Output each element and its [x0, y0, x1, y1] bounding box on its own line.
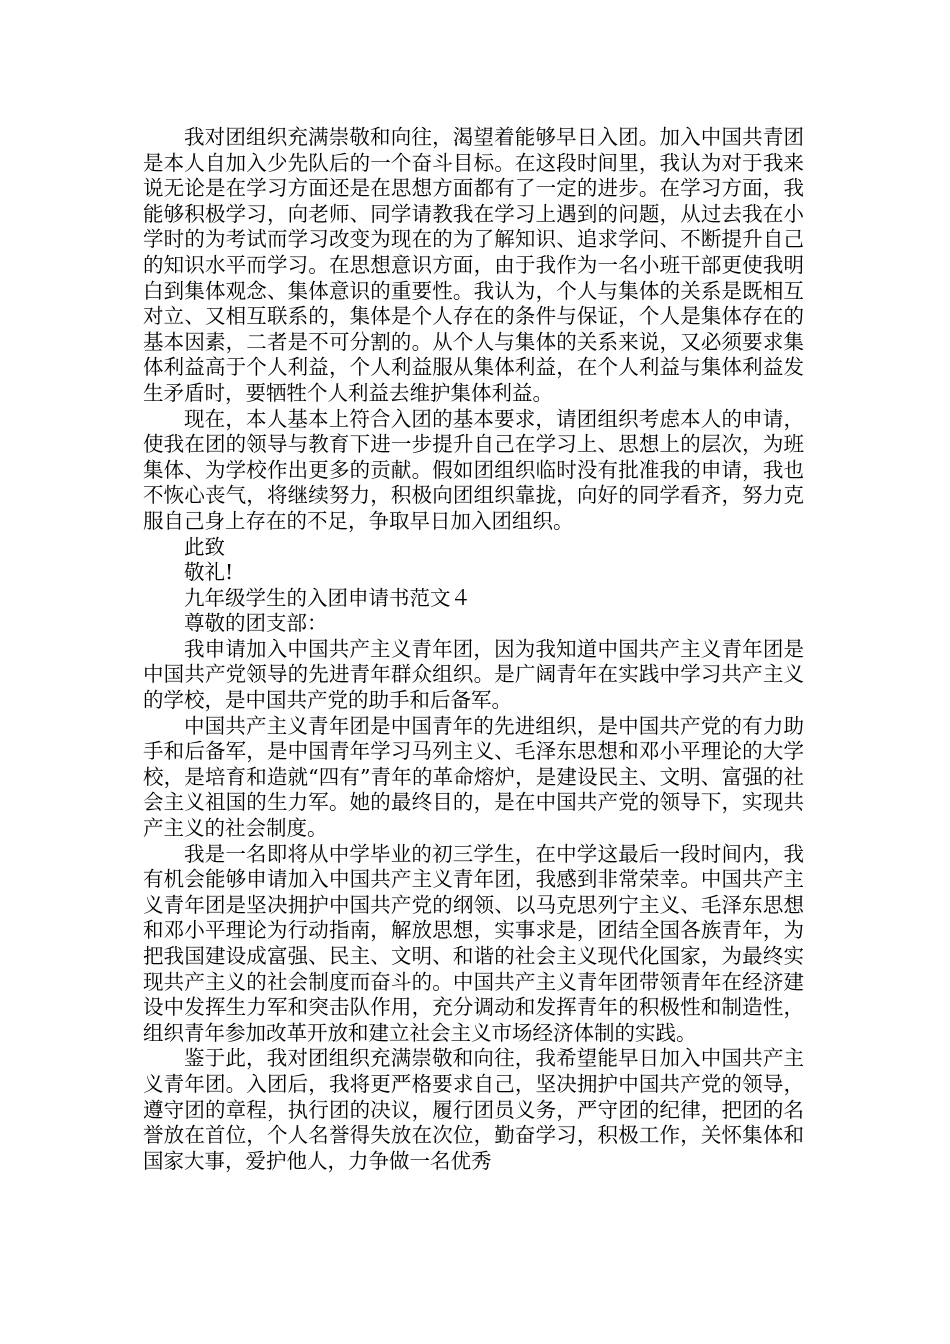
body-paragraph-5: 我是一名即将从中学毕业的初三学生，在中学这最后一段时间内，我有机会能够申请加入中国共产主义青年团，我感到非常荣幸。中国共产主义青年团是坚决拥护中国共产党的纲领、以马克思列宁主义、毛泽东思想和邓小平理论为行动指南，解放思想，实事求是，团结全国各族青年，为把我国建设成富强、民主、文明、和谐的社会主义现代化国家，为最终实现共产主义的社会制度而奋斗的。中国共产主义青年团带领青年在经济建设中发挥生力军和突击队作用，充分调动和发挥青年的积极性和制造性，组织青年参加改革开放和建立社会主义市场经济体制的实践。	[143, 841, 804, 1045]
closing-line: 此致	[184, 534, 225, 559]
document-body	[143, 125, 804, 1174]
body-paragraph-6: 鉴于此，我对团组织充满崇敬和向往，我希望能早日加入中国共产主义青年团。入团后，我将更严格要求自己，坚决拥护中国共产党的领导，遵守团的章程，执行团的决议，履行团员义务，严守团的纪律，把团的名誉放在首位，个人名誉得失放在次位，勤奋学习，积极工作，关怀集体和国家大事，爱护他人，力争做一名优秀	[143, 1046, 804, 1173]
section-heading: 九年级学生的入团申请书范文４	[184, 585, 471, 610]
body-paragraph-3: 我申请加入中国共产主义青年团，因为我知道中国共产主义青年团是中国共产党领导的先进青年群众组织。是广阔青年在实践中学习共产主义的学校，是中国共产党的助手和后备军。	[143, 636, 804, 713]
greeting-line: 尊敬的团支部：	[184, 611, 328, 636]
body-paragraph-2: 现在，本人基本上符合入团的基本要求，请团组织考虑本人的申请，使我在团的领导与教育下进一步提升自己在学习上、思想上的层次，为班集体、为学校作出更多的贡献。假如团组织临时没有批准我的申请，我也不恢心丧气，将继续努力，积极向团组织靠拢，向好的同学看齐，努力克服自己身上存在的不足，争取早日加入团组织。	[143, 406, 804, 533]
body-paragraph-4: 中国共产主义青年团是中国青年的先进组织，是中国共产党的有力助手和后备军，是中国青年学习马列主义、毛泽东思想和邓小平理论的大学校，是培育和造就“四有”青年的革命熔炉，是建设民主、文明、富强的社会主义祖国的生力军。她的最终目的，是在中国共产党的领导下，实现共产主义的社会制度。	[143, 713, 804, 841]
salute-line: 敬礼!	[184, 560, 234, 585]
body-paragraph-1: 我对团组织充满崇敬和向往，渴望着能够早日入团。加入中国共青团是本人自加入少先队后的一个奋斗目标。在这段时间里，我认为对于我来说无论是在学习方面还是在思想方面都有了一定的进步。在学习方面，我能够积极学习，向老师、同学请教我在学习上遇到的问题，从过去我在小学时的为考试而学习改变为现在的为了解知识、追求学问、不断提升自己的知识水平而学习。在思想意识方面，由于我作为一名小班干部更使我明白到集体观念、集体意识的重要性。我认为，个人与集体的关系是既相互对立、又相互联系的，集体是个人存在的条件与保证，个人是集体存在的基本因素，二者是不可分割的。从个人与集体的关系来说，又必须要求集体利益高于个人利益，个人利益服从集体利益，在个人利益与集体利益发生矛盾时，要牺牲个人利益去维护集体利益。	[143, 125, 804, 405]
